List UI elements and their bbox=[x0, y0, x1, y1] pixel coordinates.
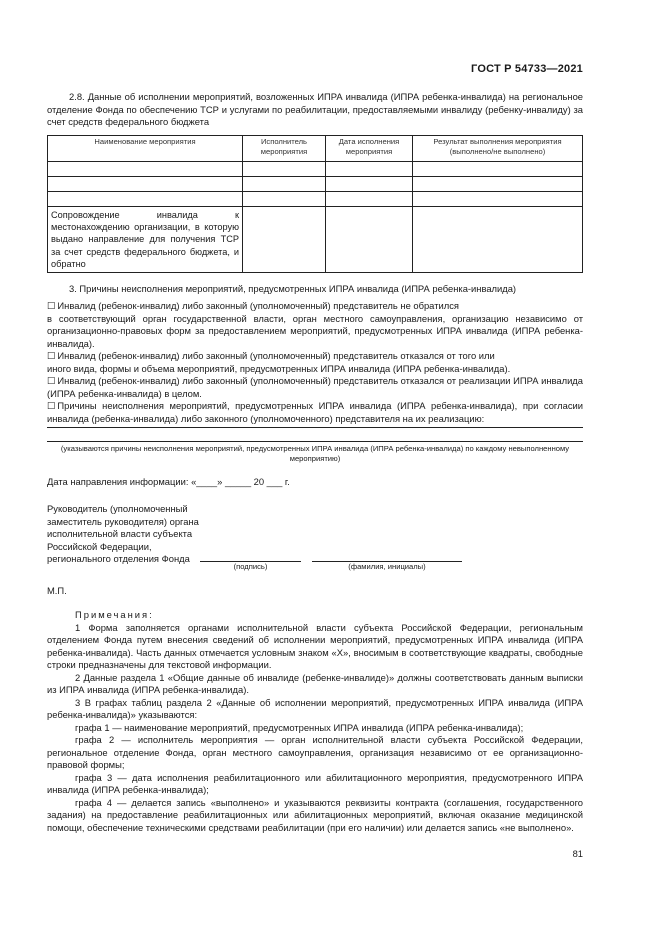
checkbox-icon bbox=[47, 400, 57, 411]
section-2-8-intro: 2.8. Данные об исполнении мероприятий, возложенных ИПРА инвалида (ИПРА ребенка-инвалида) на региональное отделение Фонда по обеспечению ТСР и услугами по реабилитации, предоставляемыми инвалиду (ребенку-инвалиду) за счет средств федерального бюджета bbox=[47, 91, 583, 127]
reason-2-continued: иного вида, формы и объема мероприятий, предусмотренных ИПРА инвалида (ИПРА ребенка-инвалида). bbox=[47, 362, 511, 374]
section-3-title: 3. Причины неисполнения мероприятий, предусмотренных ИПРА инвалида (ИПРА ребенка-инвалида) bbox=[69, 283, 517, 294]
reason-1-continued: в соответствующий орган государственной власти, орган местного самоуправления, организацию независимо от организационно-правовых форм за предоставлением мероприятий, предусмотренных ИПРА инвалида (ИПРА ребенка-инвалида). bbox=[47, 312, 583, 349]
page-number: 81 bbox=[572, 848, 583, 859]
reason-1: ☐ Инвалид (ребенок-инвалид) либо законный (уполномоченный) представитель не обратился bbox=[47, 300, 583, 313]
table-row bbox=[48, 192, 583, 207]
note-2: 2 Данные раздела 1 «Общие данные об инвалиде (ребенке-инвалиде)» должны соответствовать данным выписки из ИПРА инвалида (ИПРА ребенка-инвалида). bbox=[47, 671, 583, 695]
date-sent-line: Дата направления информации: «____» _____ 20 ___ г. bbox=[47, 476, 290, 487]
signature-caption: (подпись) bbox=[233, 562, 268, 571]
name-caption: (фамилия, инициалы) bbox=[348, 562, 426, 571]
reason-fill-line bbox=[47, 427, 583, 428]
standard-header: ГОСТ Р 54733—2021 bbox=[471, 63, 583, 75]
table-row bbox=[48, 162, 583, 177]
col-header-name: Наименование мероприятия bbox=[48, 136, 243, 162]
stamp-place: М.П. bbox=[47, 585, 67, 596]
reasons-list bbox=[47, 300, 583, 425]
execution-table bbox=[47, 135, 583, 273]
note-3: 3 В графах таблиц раздела 2 «Данные об исполнении мероприятий, предусмотренных ИПРА инвалида (ИПРА ребенка-инвалида)» указываются: bbox=[47, 696, 583, 720]
col-header-executor: Исполнитель мероприятия bbox=[243, 136, 326, 162]
escort-row-name: Сопровождение инвалида к местонахождению организации, в которую выдано направление для получения ТСР за счет средств федерального бюджета, и обратно bbox=[48, 207, 243, 273]
reason-fill-line bbox=[47, 441, 583, 442]
reason-4: ☐ Причины неисполнения мероприятий, предусмотренных ИПРА инвалида (ИПРА ребенка-инвалида), при согласии инвалида (ребенка-инвалида) либо законного (уполномоченного) представителя на их реализацию: bbox=[47, 400, 583, 425]
note-column-3: графа 3 — дата исполнения реабилитационного или абилитационного мероприятия, предусмотренного ИПРА инвалида (ИПРА ребенка-инвалида); bbox=[47, 771, 583, 795]
table-row bbox=[48, 207, 583, 273]
signatory-block: Руководитель (уполномоченный заместитель руководителя) органа исполнительной власти субъекта Российской Федерации, регионального отделения Фонда bbox=[47, 503, 199, 564]
note-column-1: графа 1 — наименование мероприятий, предусмотренных ИПРА инвалида (ИПРА ребенка-инвалида); bbox=[75, 721, 524, 733]
checkbox-icon bbox=[47, 300, 57, 311]
note-column-2: графа 2 — исполнитель мероприятия — орган исполнительной власти субъекта Российской Федерации, региональное отделение Фонда, орган местного самоуправления, организация независимо от ее организационно-правовой формы; bbox=[47, 734, 583, 770]
note-1: 1 Форма заполняется органами исполнительной власти субъекта Российской Федерации, региональным отделением Фонда путем внесения сведений об исполнении мероприятий, предусмотренных ИПРА инвалида (ИПРА ребенка-инвалида). Часть данных отмечается условным знаком «X», вносимым в соответствующие квадраты, свободные строки предназначены для текстовой информации. bbox=[47, 621, 583, 670]
checkbox-icon bbox=[47, 375, 57, 386]
notes-block bbox=[47, 609, 583, 834]
reason-2: ☐ Инвалид (ребенок-инвалид) либо законный (уполномоченный) представитель отказался от того или bbox=[47, 350, 583, 363]
col-header-date: Дата исполнения мероприятия bbox=[326, 136, 413, 162]
table-row bbox=[48, 177, 583, 192]
col-header-result: Результат выполнения мероприятия (выполнено/не выполнено) bbox=[413, 136, 583, 162]
reasons-caption: (указываются причины неисполнения мероприятий, предусмотренных ИПРА инвалида (ИПРА ребенка-инвалида) по каждому невыполненному мероприятию) bbox=[60, 444, 570, 463]
note-column-4: графа 4 — делается запись «выполнено» и указываются реквизиты контракта (соглашения, государственного задания) на предоставление реабилитационных или абилитационных мероприятий, включая оказание медицинской помощи, обеспечение техническими средствами реабилитации (при его наличии) или делается запись «не выполнено». bbox=[47, 796, 583, 833]
reason-3: ☐ Инвалид (ребенок-инвалид) либо законный (уполномоченный) представитель отказался от реализации ИПРА инвалида (ИПРА ребенка-инвалида) в целом. bbox=[47, 375, 583, 400]
notes-title: Примечания: bbox=[75, 609, 154, 620]
checkbox-icon bbox=[47, 350, 57, 361]
